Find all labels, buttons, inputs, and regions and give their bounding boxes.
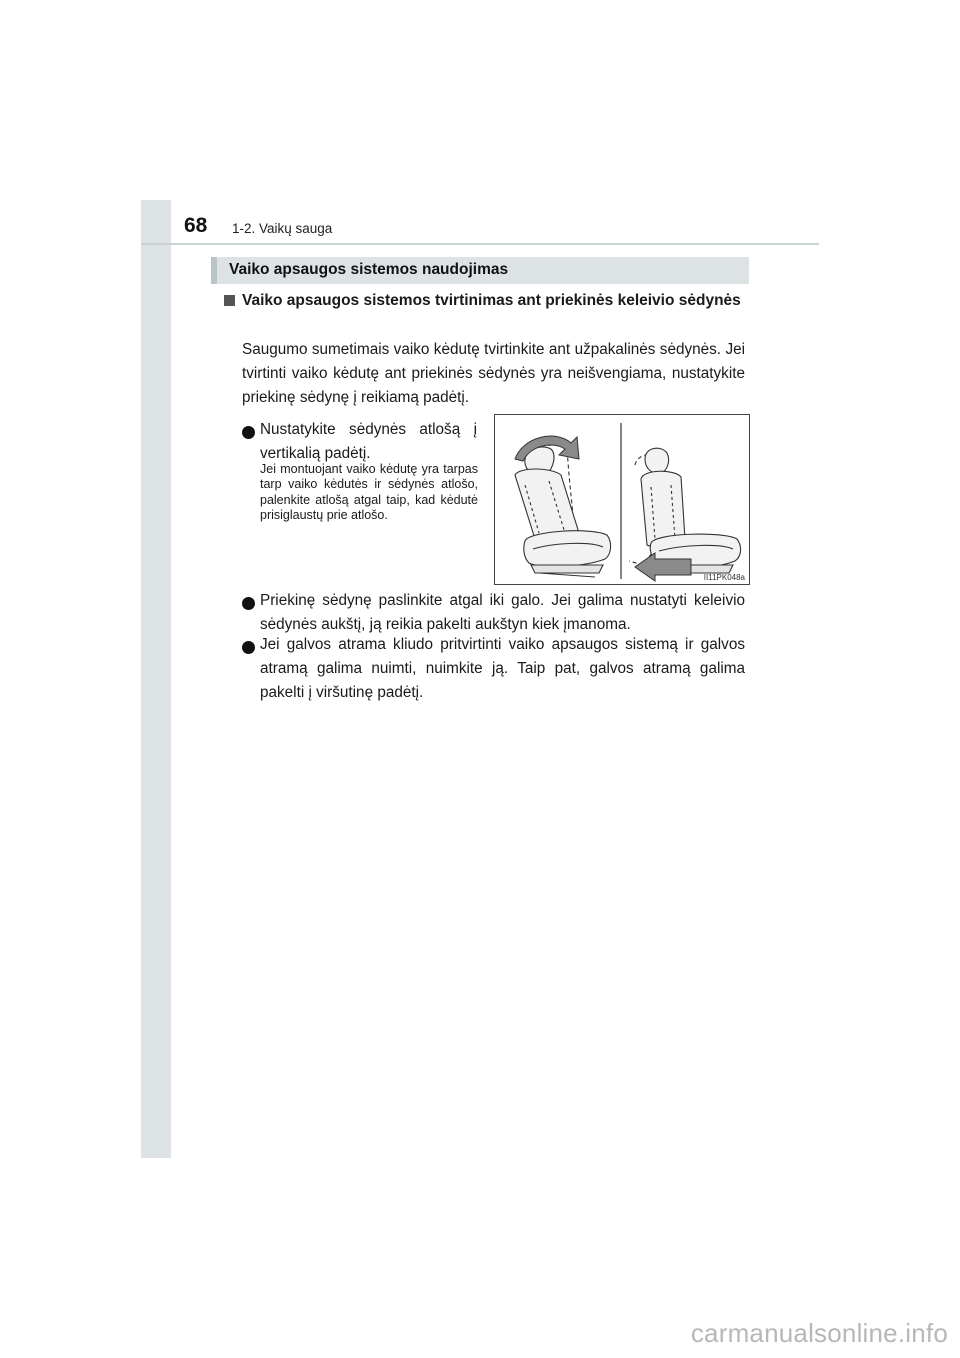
seat-figure [494,414,750,585]
bullet-item-2: Priekinę sėdynę paslinkite atgal iki galo. Jei galima nustatyti keleivio sėdynės aukštį, ją reikia pakelti aukštyn kiek įmanoma. [260,592,745,633]
header-divider [141,243,819,245]
section-title: Vaiko apsaugos sistemos naudojimas [229,261,509,278]
page-number: 68 [184,214,208,237]
seat-illustration-icon [495,415,751,586]
section-header [211,257,749,284]
side-margin-band [141,200,171,1158]
figure-code: II11PK048a [703,573,745,582]
seat-slide-illustration [629,448,741,573]
bullet-note: Jei montuojant vaiko kėdutę yra tarpas tarp vaiko kėdutės ir sėdynės atlošo, palenkite atlošą atgal taip, kad kėdutė prisiglaustų prie atlošo. [260,462,478,522]
round-bullet-icon [242,597,255,610]
bullet-item-1: Nustatykite sėdynės atlošą į vertikalią padėtį. [260,421,477,462]
bullet-item-3: Jei galvos atrama kliudo pritvirtinti vaiko apsaugos sistemą ir galvos atramą galima nuimti, nuimkite ją. Taip pat, galvos atramą galima pakelti į viršutinę padėtį. [260,636,745,701]
watermark: carmanualsonline.info [690,1318,948,1348]
round-bullet-icon [242,426,255,439]
seat-recline-illustration [515,445,611,577]
intro-paragraph: Saugumo sumetimais vaiko kėdutę tvirtinkite ant užpakalinės sėdynės. Jei tvirtinti vaiko kėdutę ant priekinės sėdynės yra neišvengiama, nustatykite priekinę sėdynę į reikiamą padėtį. [242,341,745,406]
square-bullet-icon [224,295,235,306]
round-bullet-icon [242,641,255,654]
chapter-title: 1-2. Vaikų sauga [232,221,333,236]
subsection-heading: Vaiko apsaugos sistemos tvirtinimas ant priekinės keleivio sėdynės [242,292,741,309]
